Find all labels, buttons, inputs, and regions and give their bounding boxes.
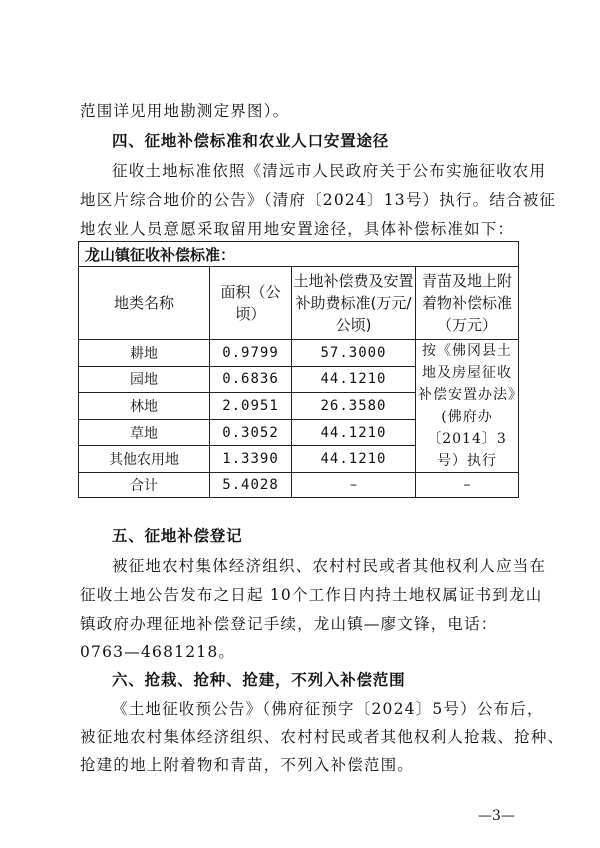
header-crop-compensation: 青苗及地上附着物补偿标准（万元）	[416, 267, 519, 340]
table-title: 龙山镇征收补偿标准：	[79, 242, 519, 267]
page-number: —3—	[478, 808, 515, 824]
section-heading-6: 六、抢栽、抢种、抢建，不列入补偿范围	[112, 671, 406, 689]
paragraph-line: 0763—4681218。	[80, 643, 236, 661]
table-total-row	[79, 473, 519, 498]
row-area: 2.0951	[210, 393, 292, 420]
paragraph-line: 镇政府办理征地补偿登记手续，龙山镇—廖文锋，电话：	[80, 615, 498, 633]
paragraph-line: 地农业人员意愿采取留用地安置途径，具体补偿标准如下：	[80, 220, 515, 238]
compensation-table	[78, 241, 519, 498]
header-land-compensation: 土地补偿费及安置补助费标准(万元/公顷)	[292, 267, 416, 340]
section-heading-4: 四、征地补偿标准和农业人口安置途径	[112, 132, 390, 150]
row-area: 1.3390	[210, 446, 292, 473]
paragraph-line: 抢建的地上附着物和青苗，不列入补偿范围。	[80, 756, 415, 774]
paragraph-line: 范围详见用地勘测定界图）。	[80, 102, 290, 120]
row-land-compensation: 57.3000	[292, 340, 416, 367]
section-heading-5: 五、征地补偿登记	[112, 527, 243, 545]
row-land-type: 园地	[79, 366, 210, 393]
total-area: 5.4028	[210, 473, 292, 498]
row-land-compensation: 26.3580	[292, 393, 416, 420]
row-land-type: 耕地	[79, 340, 210, 367]
paragraph-line: 被征地农村集体经济组织、农村村民或者其他权利人应当在	[112, 557, 547, 575]
header-area: 面积（公顷）	[210, 267, 292, 340]
paragraph-line: 被征地农村集体经济组织、农村村民或者其他权利人抢栽、抢种、	[80, 728, 565, 746]
header-land-type: 地类名称	[79, 267, 210, 340]
paragraph-line: 地区片综合地价的公告》（清府〔2024〕13号）执行。结合被征	[80, 191, 557, 209]
paragraph-line: 征收土地公告发布之日起 10个工作日内持土地权属证书到龙山	[80, 586, 543, 604]
row-area: 0.9799	[210, 340, 292, 367]
total-land-compensation: –	[292, 473, 416, 498]
row-area: 0.6836	[210, 366, 292, 393]
paragraph-line: 征收土地标准依照《清远市人民政府关于公布实施征收农用	[112, 162, 547, 180]
row-land-compensation: 44.1210	[292, 446, 416, 473]
row-land-compensation: 44.1210	[292, 419, 416, 446]
crop-compensation-note: 按《佛冈县土地及房屋征收补偿安置办法》(佛府办〔2014〕3号）执行	[416, 340, 519, 473]
total-crop-compensation: –	[416, 473, 519, 498]
total-label: 合计	[79, 473, 210, 498]
row-land-type: 林地	[79, 393, 210, 420]
table-row	[79, 340, 519, 367]
row-land-compensation: 44.1210	[292, 366, 416, 393]
row-area: 0.3052	[210, 419, 292, 446]
row-land-type: 其他农用地	[79, 446, 210, 473]
row-land-type: 草地	[79, 419, 210, 446]
paragraph-line: 《土地征收预公告》（佛府征预字〔2024〕5号）公布后，	[112, 700, 544, 718]
